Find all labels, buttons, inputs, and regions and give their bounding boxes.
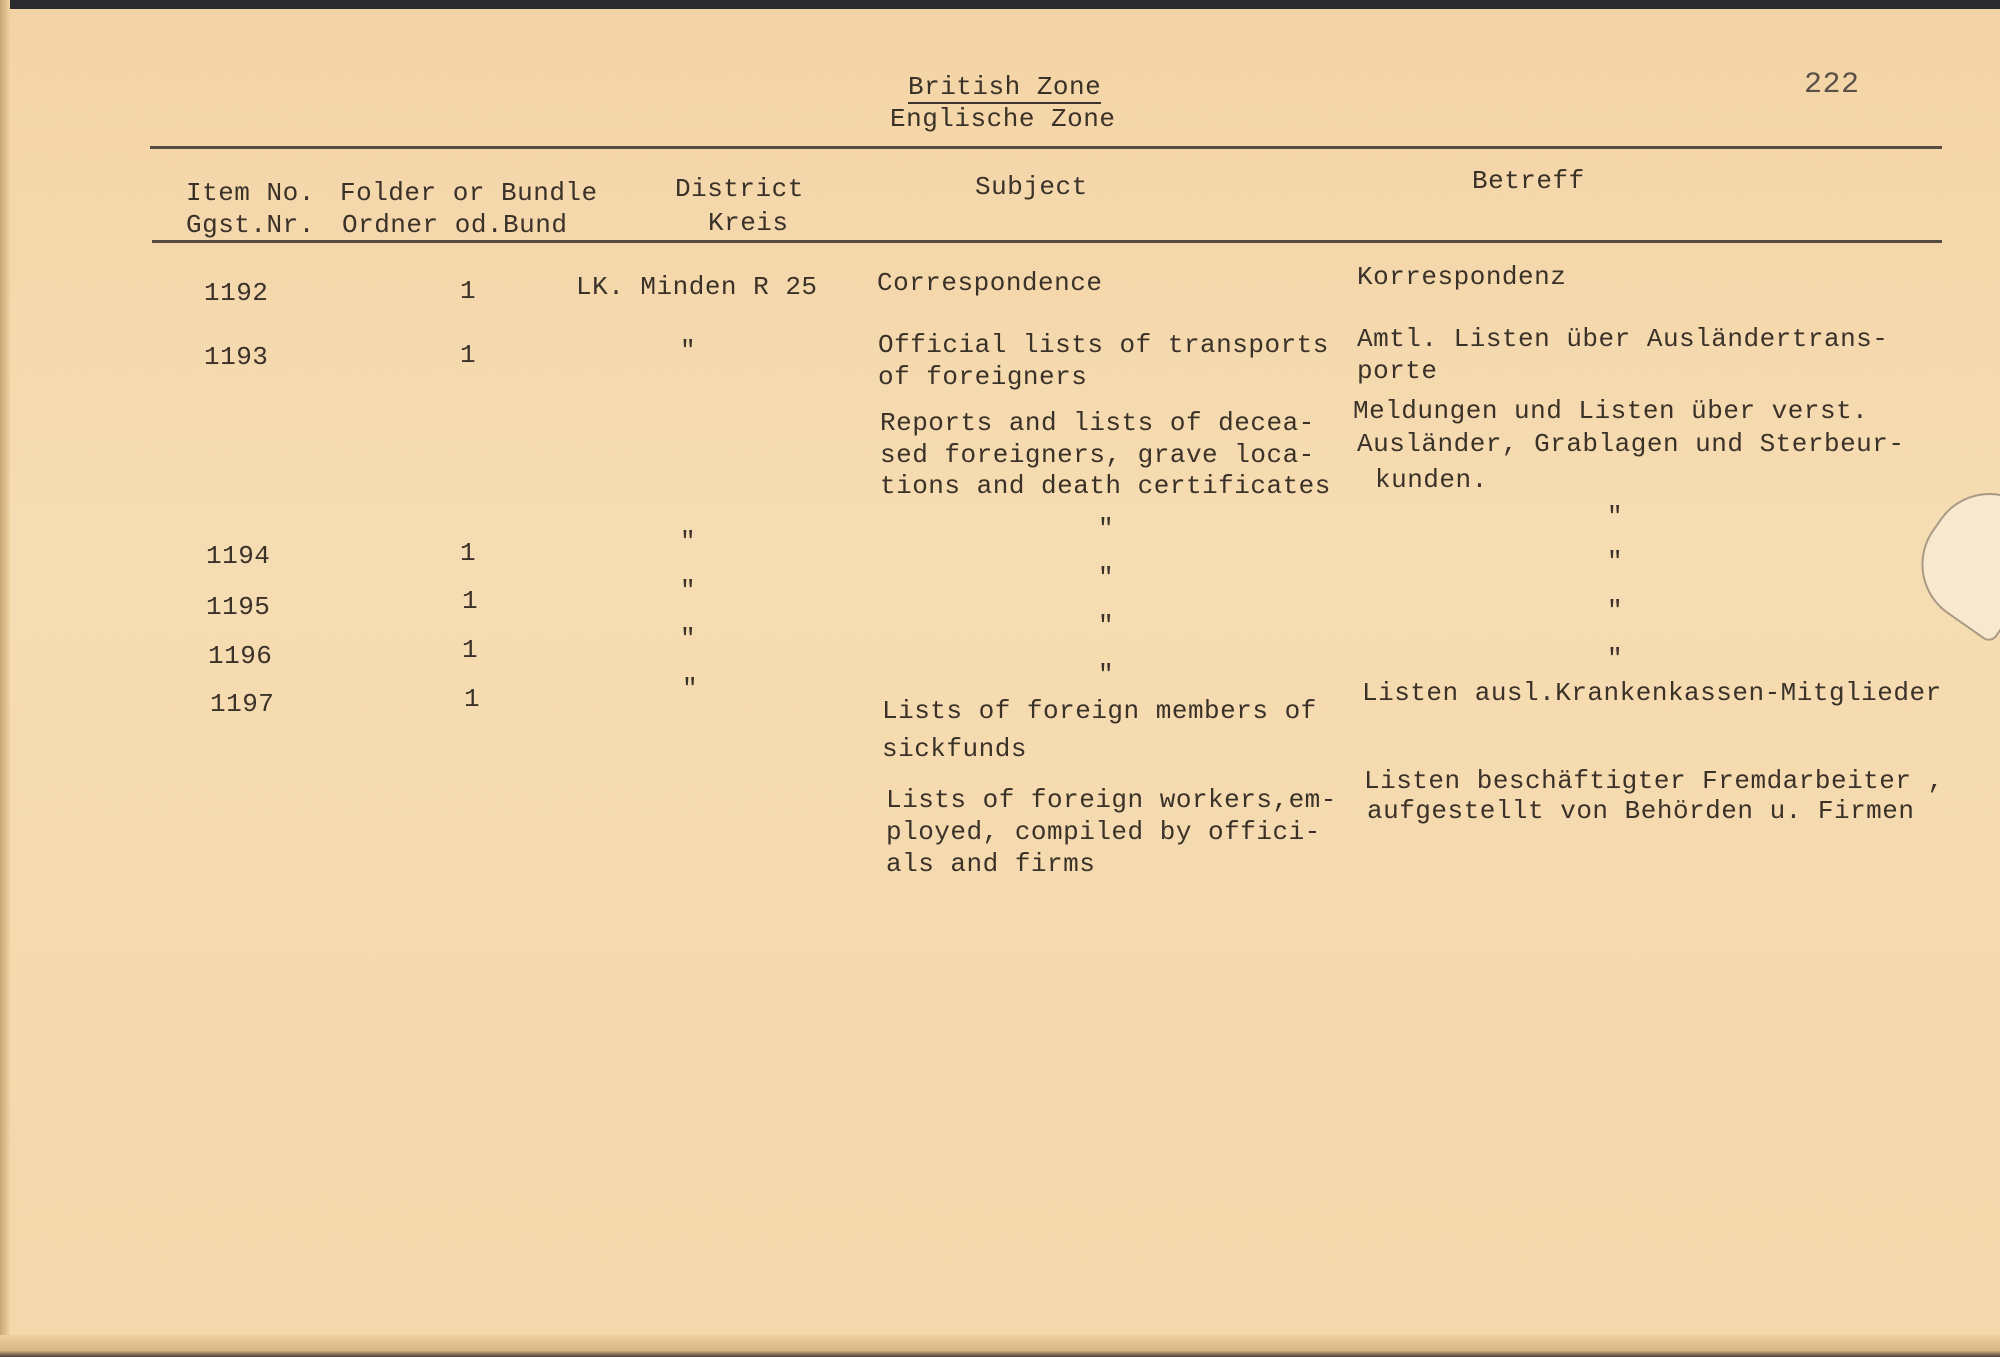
subject-text: ployed, compiled by offici- [886, 817, 1321, 847]
betreff-text: Listen beschäftigter Fremdarbeiter , [1364, 766, 1944, 796]
col-item-de: Ggst.Nr. [186, 210, 315, 240]
subject-ditto: " [1098, 660, 1115, 690]
item-number: 1197 [210, 689, 275, 719]
district-ditto: " [680, 624, 697, 654]
item-number: 1195 [206, 592, 271, 622]
folder-number: 1 [464, 684, 481, 714]
subject-text: Official lists of transports [878, 330, 1329, 360]
subject-text: als and firms [886, 849, 1096, 879]
district-ditto: " [682, 674, 699, 704]
betreff-text: Ausländer, Grablagen und Sterbeur- [1357, 429, 1905, 459]
betreff-text: porte [1357, 356, 1438, 386]
header-bottom-rule [152, 240, 1942, 243]
folder-number: 1 [460, 276, 477, 306]
col-district-de: Kreis [708, 208, 789, 238]
item-number: 1196 [208, 641, 273, 671]
paper-clip [1898, 469, 2000, 644]
col-betreff: Betreff [1472, 166, 1585, 196]
col-item-en: Item No. [186, 178, 315, 208]
betreff-ditto: " [1607, 502, 1624, 532]
betreff-text: kunden. [1375, 465, 1488, 495]
page-number: 222 [1804, 68, 1860, 102]
subject-text: sickfunds [882, 734, 1027, 764]
page-bottom-edge [0, 1335, 2000, 1357]
header-top-rule [150, 146, 1942, 149]
page-left-edge [0, 0, 10, 1357]
subject-text: Lists of foreign workers,em- [886, 785, 1337, 815]
col-folder-de: Ordner od.Bund [342, 210, 568, 240]
title-englische-zone: Englische Zone [890, 104, 1116, 134]
subject-text: tions and death certificates [880, 471, 1331, 501]
betreff-text: Korrespondenz [1357, 262, 1567, 292]
item-number: 1192 [204, 278, 269, 308]
subject-text: of foreigners [878, 362, 1088, 392]
folder-number: 1 [462, 635, 479, 665]
title-british-zone: British Zone [908, 72, 1102, 102]
subject-text: Lists of foreign members of [882, 696, 1317, 726]
district-ditto: " [680, 336, 697, 366]
folder-number: 1 [462, 586, 479, 616]
subject-ditto: " [1098, 611, 1115, 641]
subject-ditto: " [1098, 563, 1115, 593]
subject-text: Correspondence [877, 268, 1103, 298]
scan-top-border [0, 0, 2000, 9]
betreff-text: Meldungen und Listen über verst. [1353, 396, 1869, 426]
item-number: 1194 [206, 541, 271, 571]
subject-text: Reports and lists of decea- [880, 408, 1315, 438]
item-number: 1193 [204, 342, 269, 372]
col-folder-en: Folder or Bundle [340, 178, 598, 208]
district: LK. Minden R 25 [576, 272, 818, 302]
betreff-text: Amtl. Listen über Ausländertrans- [1357, 324, 1889, 354]
subject-text: sed foreigners, grave loca- [880, 440, 1315, 470]
betreff-text: aufgestellt von Behörden u. Firmen [1367, 796, 1915, 826]
folder-number: 1 [460, 538, 477, 568]
district-ditto: " [680, 527, 697, 557]
betreff-text: Listen ausl.Krankenkassen-Mitglieder [1362, 678, 1942, 708]
col-subject: Subject [975, 172, 1088, 202]
betreff-ditto: " [1607, 644, 1624, 674]
col-district-en: District [675, 174, 804, 204]
folder-number: 1 [460, 340, 477, 370]
betreff-ditto: " [1607, 547, 1624, 577]
betreff-ditto: " [1607, 596, 1624, 626]
district-ditto: " [680, 576, 697, 606]
subject-ditto: " [1098, 514, 1115, 544]
